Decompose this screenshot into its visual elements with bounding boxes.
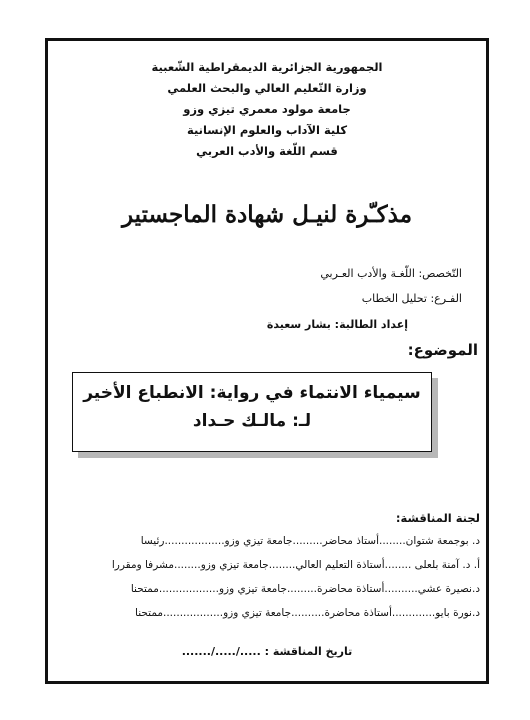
subject-line-2: لـ: مالـك حـداد [192, 411, 312, 431]
page-frame [45, 38, 489, 684]
subject-line-1: سيمياء الانتماء في رواية: الانطباع الأخير [83, 383, 421, 403]
header-republic: الجمهورية الجزائرية الديمقراطية الشّعبية [151, 60, 383, 74]
subject-label: الموضوع: [407, 341, 478, 359]
specialty-line: التّخصص: اللّغـة والأدب العـربي [320, 267, 462, 280]
committee-member: د.نصيرة عشي..........أستاذة محاضرة.........جامعة تيزي وزو..................ممتحنا [130, 583, 480, 595]
committee-member: د. بوجمعة شتوان........أستاذ محاضر.........جامعة تيزي وزو..................رئيسا [140, 535, 480, 547]
committee-member: أ. د. آمنة بلعلى ........أستاذة التعليم العالي........جامعة تيزي وزو........مشرفا ومقررا [111, 559, 480, 571]
header-ministry: وزارة التّعليم العالي والبحث العلمي [167, 81, 367, 95]
prepared-by-line: إعداد الطالبة: بشار سعيدة [266, 318, 408, 331]
branch-line: الفـرع: تحليل الخطاب [361, 292, 462, 305]
committee-list [54, 529, 480, 625]
header-university: جامعة مولود معمري تيزي وزو [183, 102, 351, 116]
committee-title: لجنة المناقشة: [395, 511, 480, 525]
institution-header [48, 57, 486, 162]
header-department: قسم اللّغة والأدب العربي [196, 144, 338, 158]
defense-date: تاريخ المناقشة : ...../...../....... [181, 645, 353, 658]
subject-box [72, 372, 432, 452]
committee-member: د.نورة بايو.............أستاذة محاضرة..........جامعة تيزي وزو..................ممتحنا [135, 607, 480, 619]
header-faculty: كلية الآداب والعلوم الإنسانية [186, 123, 348, 137]
thesis-title: مذكـّرة لنيـل شهادة الماجستير [121, 201, 413, 228]
